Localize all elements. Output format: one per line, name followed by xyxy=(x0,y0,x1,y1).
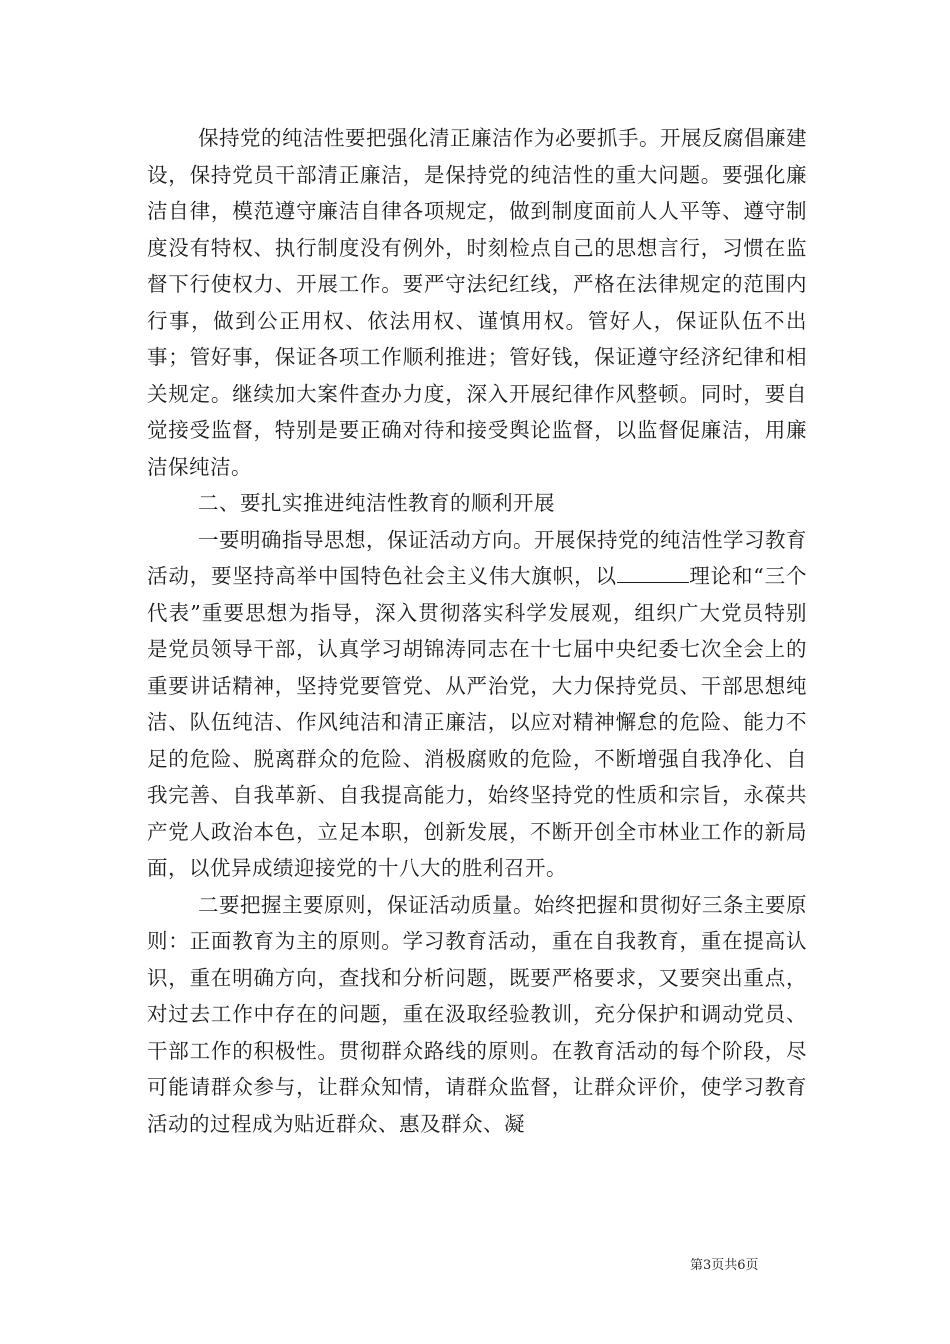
blank-underline xyxy=(617,564,689,583)
page-number: 第3页共6页 xyxy=(690,1258,759,1273)
paragraph-main-principles: 二要把握主要原则，保证活动质量。始终把握和贯彻好三条主要原则：正面教育为主的原则。学习教育活动，重在自我教育，重在提高认识，重在明确方向，查找和分析问题，既要严格要求，又要突出重点，对过去工作中存在的问题，重在汲取经验教训，充分保护和调动党员、干部工作的积极性。贯彻群众路线的原则。在教育活动的每个阶段，尽可能请群众参与，让群众知情，请群众监督，让群众评价，使学习教育活动的过程成为贴近群众、惠及群众、凝 xyxy=(147,892,807,1136)
section-heading: 二、要扎实推进纯洁性教育的顺利开展 xyxy=(198,491,555,515)
paragraph-guiding-thought-part2: 理论和“三个代表”重要思想为指导，深入贯彻落实科学发展观，组织广大党员特别是党员领导干部，认真学习胡锦涛同志在十七届中央纪委七次全会上的重要讲话精神，坚持党要管党、从严治党，大力保持党员、干部思想纯洁、队伍纯洁、作风纯洁和清正廉洁，以应对精神懈怠的危险、能力不足的危险、脱离群众的危险、消极腐败的危险，不断增强自我净化、自我完善、自我革新、自我提高能力，始终坚持党的性质和宗旨，永葆共产党人政治本色，立足本职，创新发展，不断开创全市林业工作的新局面，以优异成绩迎接党的十八大的胜利召开。 xyxy=(147,564,808,880)
document-body xyxy=(147,120,807,1142)
paragraph-guiding-thought xyxy=(147,522,807,887)
paragraph-integrity-anticorruption: 保持党的纯洁性要把强化清正廉洁作为必要抓手。开展反腐倡廉建设，保持党员干部清正廉洁，是保持党的纯洁性的重大问题。要强化廉洁自律，模范遵守廉洁自律各项规定，做到制度面前人人平等、遵守制度没有特权、执行制度没有例外，时刻检点自己的思想言行，习惯在监督下行使权力、开展工作。要严守法纪红线，严格在法律规定的范围内行事，做到公正用权、依法用权、谨慎用权。管好人，保证队伍不出事；管好事，保证各项工作顺利推进；管好钱，保证遵守经济纪律和相关规定。继续加大案件查办力度，深入开展纪律作风整顿。同时，要自觉接受监督，特别是要正确对待和接受舆论监督，以监督促廉洁，用廉洁保纯洁。 xyxy=(147,126,807,479)
paragraph-guiding-thought-part1: 一要明确指导思想，保证活动方向。开展保持党的纯洁性学习教育活动，要坚持高举中国特色社会主义伟大旗帜，以 xyxy=(147,527,807,588)
